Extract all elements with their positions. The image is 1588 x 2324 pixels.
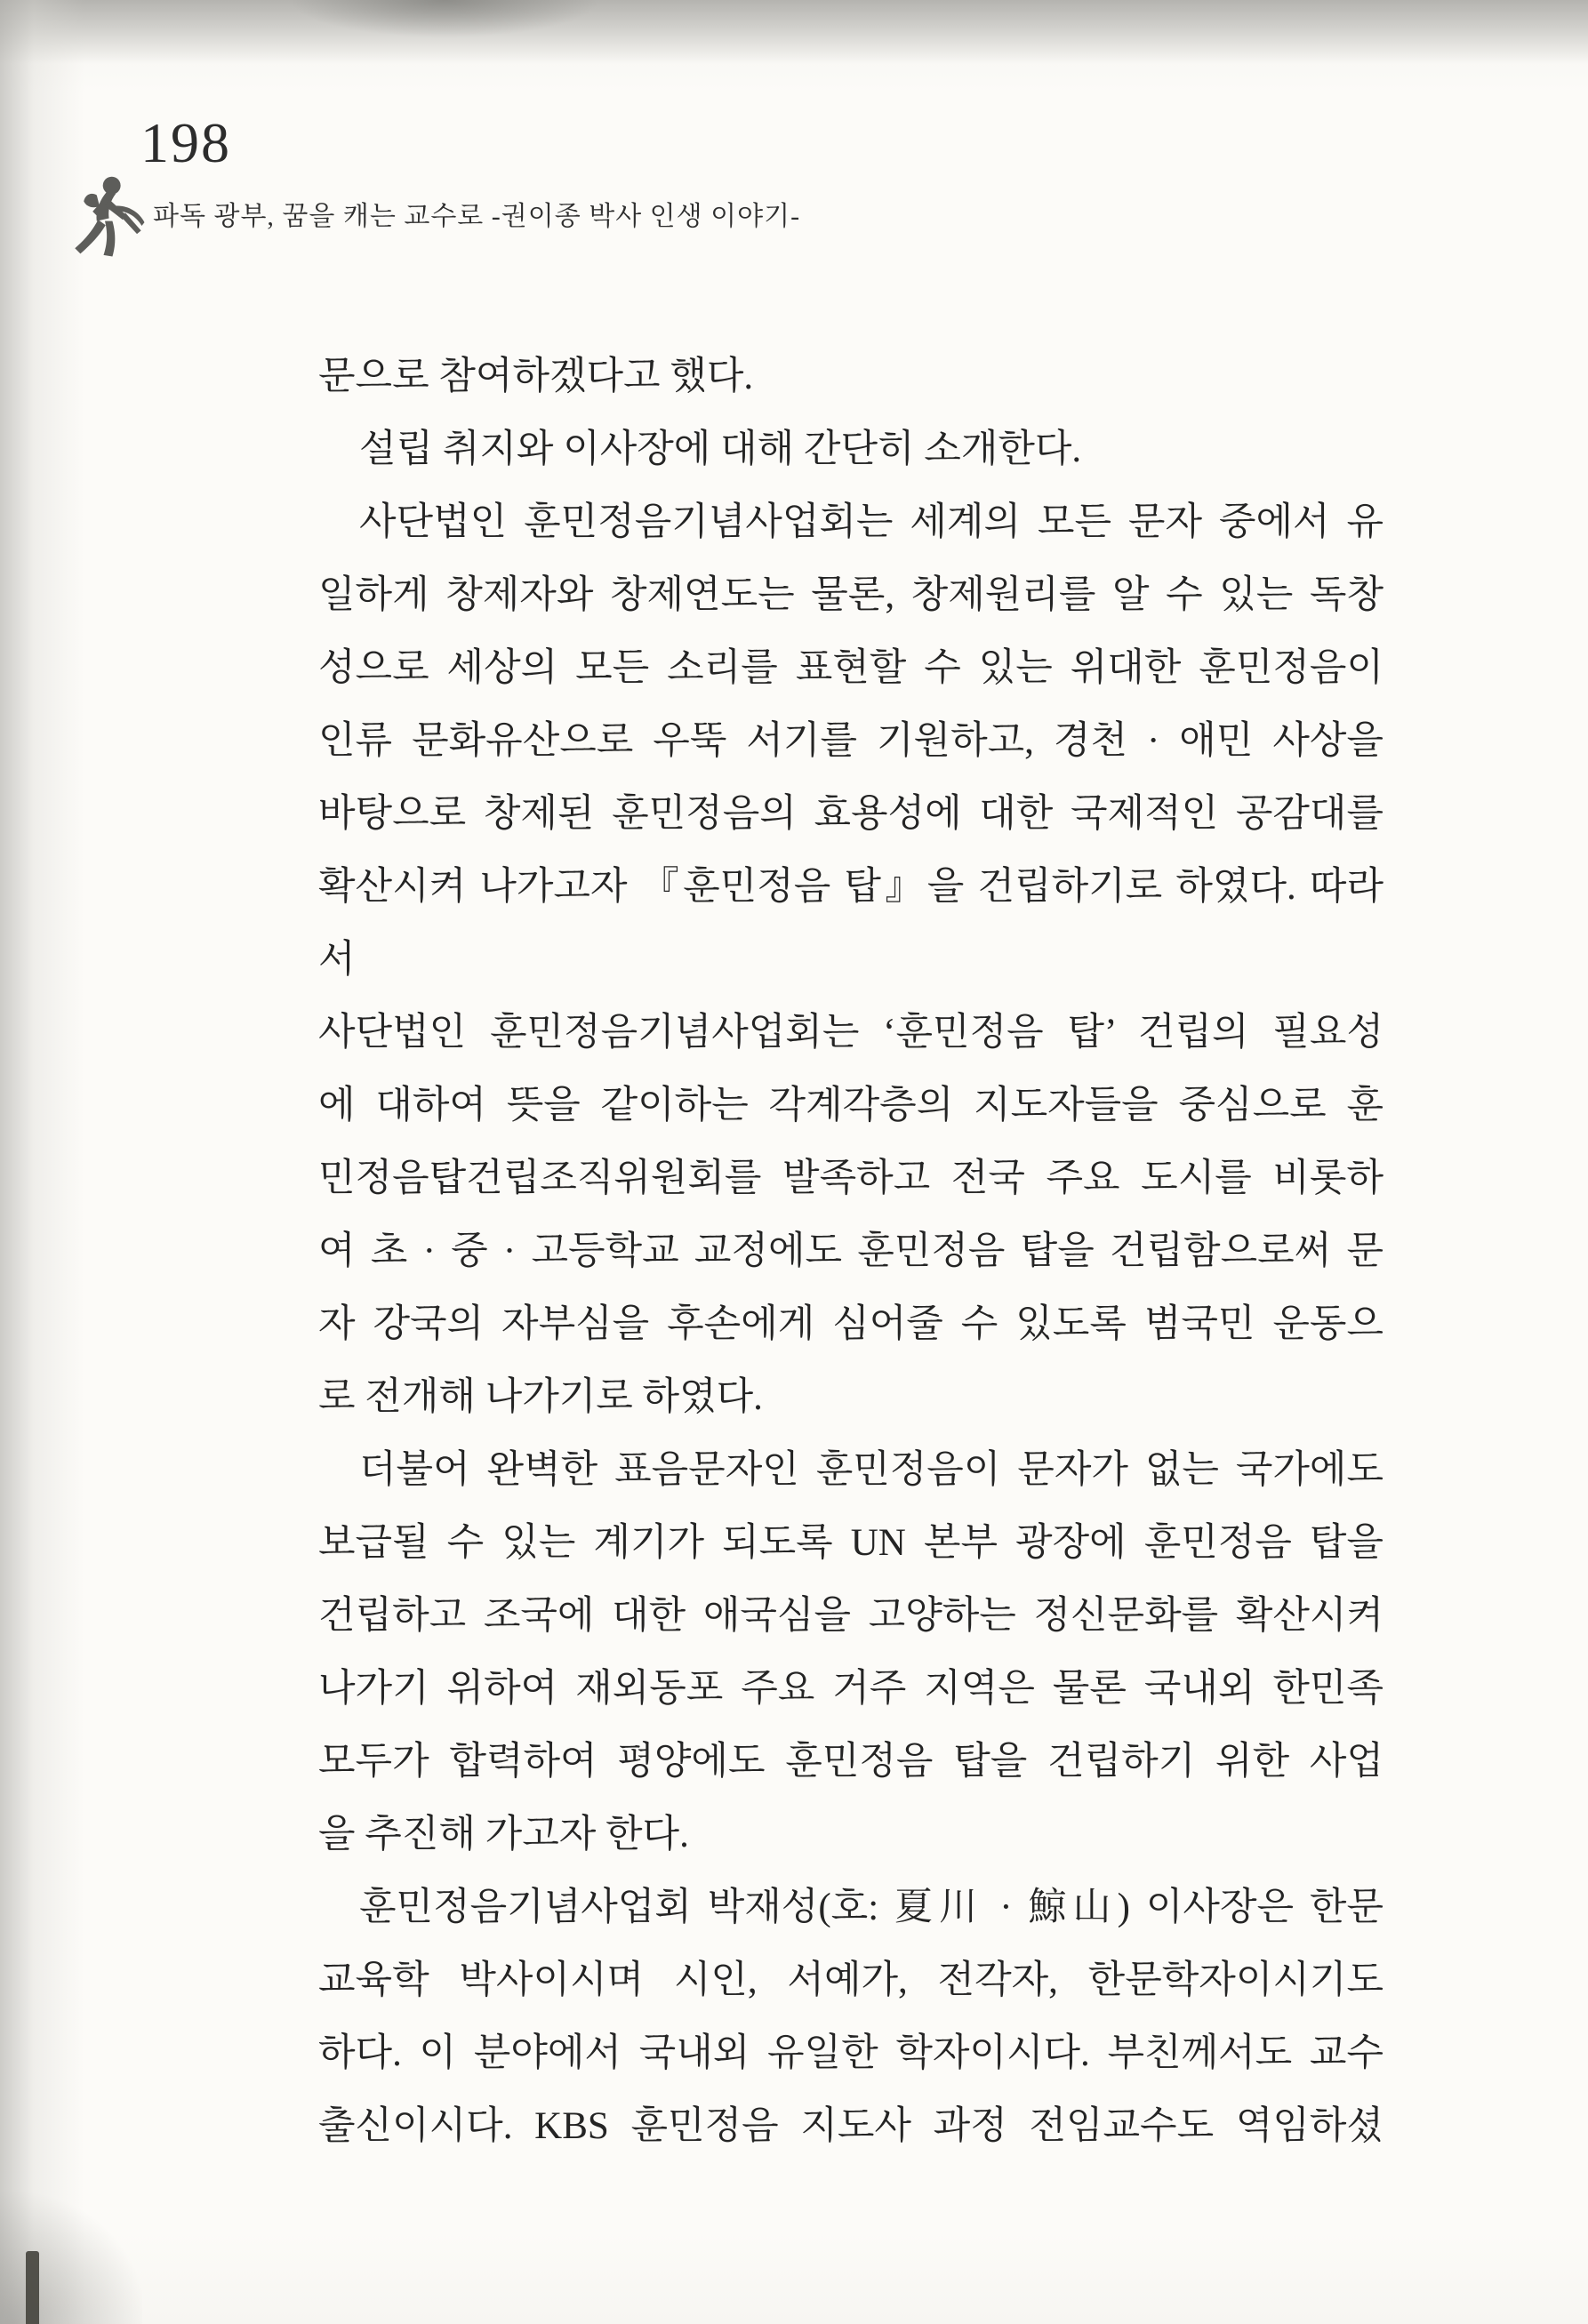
text-line: 설립 취지와 이사장에 대해 간단히 소개한다.: [359, 429, 1082, 470]
scan-artifact-top-blotch: [240, 0, 649, 50]
miner-icon: [64, 172, 146, 261]
text-line: 건립하고 조국에 대한 애국심을 고양하는 정신문화를 확산시켜: [318, 1595, 1383, 1637]
text-line: 사단법인 훈민정음기념사업회는 ‘훈민정음 탑’ 건립의 필요성: [318, 1012, 1383, 1054]
text-line: 민정음탑건립조직위원회를 발족하고 전국 주요 도시를 비롯하: [318, 1158, 1383, 1199]
scan-artifact-corner-bar: [26, 2251, 39, 2324]
text-line: 보급될 수 있는 계기가 되도록 UN 본부 광장에 훈민정음 탑을: [318, 1522, 1383, 1564]
scan-artifact-top: [0, 0, 1588, 69]
text-line: 을 추진해 가고자 한다.: [318, 1814, 689, 1855]
text-line: 에 대하여 뜻을 같이하는 각계각층의 지도자들을 중심으로 훈: [318, 1085, 1383, 1126]
text-line: 여 초 · 중 · 고등학교 교정에도 훈민정음 탑을 건립함으로써 문: [318, 1230, 1383, 1272]
text-line: 일하게 창제자와 창제연도는 물론, 창제원리를 알 수 있는 독창: [318, 574, 1383, 616]
text-line: 성으로 세상의 모든 소리를 표현할 수 있는 위대한 훈민정음이: [318, 647, 1383, 689]
text-line: 교육학 박사이시며 시인, 서예가, 전각자, 한문학자이시기도: [318, 1959, 1383, 2001]
text-line: 훈민정음기념사업회 박재성(호: 夏川 · 鯨山) 이사장은 한문: [359, 1887, 1383, 1928]
running-title: 파독 광부, 꿈을 캐는 교수로 -권이종 박사 인생 이야기-: [153, 202, 801, 231]
body-text: [318, 341, 1383, 2163]
text-line: 인류 문화유산으로 우뚝 서기를 기원하고, 경천 · 애민 사상을: [318, 720, 1383, 762]
text-line: 바탕으로 창제된 훈민정음의 효용성에 대한 국제적인 공감대를: [318, 793, 1383, 835]
scan-artifact-left-edge: [0, 0, 84, 2324]
text-line: 출신이시다. KBS 훈민정음 지도사 과정 전임교수도 역임하셨: [318, 2105, 1383, 2147]
text-line: 나가기 위하여 재외동포 주요 거주 지역은 물론 국내외 한민족: [318, 1668, 1383, 1710]
text-line: 자 강국의 자부심을 후손에게 심어줄 수 있도록 범국민 운동으: [318, 1303, 1383, 1345]
scan-artifact-bottom-smudge: [0, 2191, 142, 2324]
text-line: 사단법인 훈민정음기념사업회는 세계의 모든 문자 중에서 유: [359, 501, 1383, 543]
text-line: 확산시켜 나가고자 『훈민정음 탑』을 건립하기로 하였다. 따라서: [318, 866, 1383, 981]
text-line: 문으로 참여하겠다고 했다.: [318, 356, 754, 397]
text-line: 로 전개해 나가기로 하였다.: [318, 1376, 763, 1418]
text-line: 모두가 합력하여 평양에도 훈민정음 탑을 건립하기 위한 사업: [318, 1741, 1383, 1783]
page-number: 198: [140, 111, 231, 174]
text-line: 하다. 이 분야에서 국내외 유일한 학자이시다. 부친께서도 교수: [318, 2032, 1383, 2074]
text-line: 더불어 완벽한 표음문자인 훈민정음이 문자가 없는 국가에도: [359, 1449, 1383, 1491]
